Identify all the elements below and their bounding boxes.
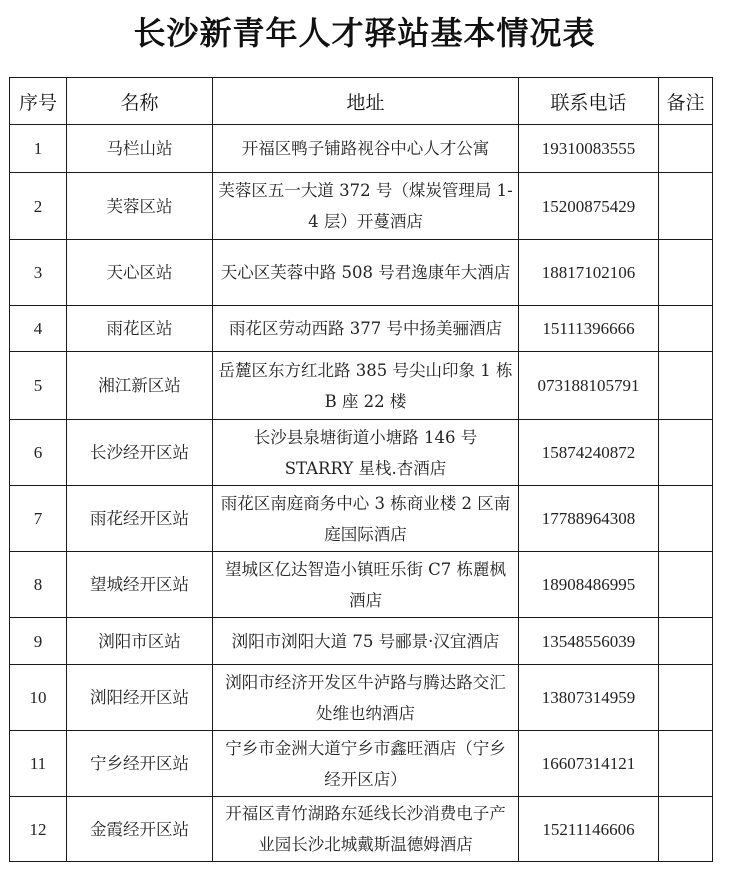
row-address: 岳麓区东方红北路 385 号尖山印象 1 栋 B 座 22 楼 (213, 352, 519, 420)
table-row (10, 240, 713, 306)
row-remarks (659, 420, 713, 486)
row-index: 2 (10, 173, 67, 240)
row-name: 宁乡经开区站 (67, 731, 213, 797)
table-row (10, 618, 713, 665)
row-phone: 16607314121 (519, 731, 659, 797)
row-phone: 15200875429 (519, 173, 659, 240)
row-phone: 073188105791 (519, 352, 659, 420)
header-phone: 联系电话 (519, 78, 659, 125)
row-remarks (659, 125, 713, 173)
row-address: 浏阳市浏阳大道 75 号郦景·汉宜酒店 (213, 618, 519, 665)
row-phone: 13548556039 (519, 618, 659, 665)
row-index: 7 (10, 486, 67, 552)
row-remarks (659, 486, 713, 552)
row-name: 望城经开区站 (67, 552, 213, 618)
row-address: 雨花区南庭商务中心 3 栋商业楼 2 区南庭国际酒店 (213, 486, 519, 552)
row-remarks (659, 731, 713, 797)
table-row (10, 420, 713, 486)
row-remarks (659, 240, 713, 306)
row-name: 雨花经开区站 (67, 486, 213, 552)
row-index: 10 (10, 665, 67, 731)
row-remarks (659, 173, 713, 240)
row-remarks (659, 618, 713, 665)
header-index: 序号 (10, 78, 67, 125)
row-phone: 19310083555 (519, 125, 659, 173)
table-row (10, 665, 713, 731)
row-index: 9 (10, 618, 67, 665)
table-row (10, 125, 713, 173)
page-title: 长沙新青年人才驿站基本情况表 (133, 14, 596, 52)
row-remarks (659, 552, 713, 618)
header-name: 名称 (67, 78, 213, 125)
row-remarks (659, 797, 713, 862)
row-name: 芙蓉区站 (67, 173, 213, 240)
row-index: 11 (10, 731, 67, 797)
row-remarks (659, 665, 713, 731)
row-name: 金霞经开区站 (67, 797, 213, 862)
row-name: 浏阳市区站 (67, 618, 213, 665)
row-address: 天心区芙蓉中路 508 号君逸康年大酒店 (213, 240, 519, 306)
table-row (10, 797, 713, 862)
row-phone: 15111396666 (519, 306, 659, 352)
header-remarks: 备注 (659, 78, 713, 125)
row-phone: 15874240872 (519, 420, 659, 486)
row-index: 5 (10, 352, 67, 420)
row-phone: 15211146606 (519, 797, 659, 862)
table-row (10, 731, 713, 797)
row-index: 8 (10, 552, 67, 618)
row-address: 长沙县泉塘街道小塘路 146 号 STARRY 星栈.杏酒店 (213, 420, 519, 486)
row-address: 浏阳市经济开发区牛泸路与腾达路交汇处维也纳酒店 (213, 665, 519, 731)
table-row (10, 173, 713, 240)
table-row (10, 352, 713, 420)
header-address: 地址 (213, 78, 519, 125)
row-name: 长沙经开区站 (67, 420, 213, 486)
row-name: 浏阳经开区站 (67, 665, 213, 731)
row-name: 雨花区站 (67, 306, 213, 352)
row-index: 3 (10, 240, 67, 306)
table-header-row (10, 78, 713, 125)
table-row (10, 486, 713, 552)
row-phone: 17788964308 (519, 486, 659, 552)
row-address: 雨花区劳动西路 377 号中扬美骊酒店 (213, 306, 519, 352)
row-index: 12 (10, 797, 67, 862)
table-row (10, 306, 713, 352)
row-index: 6 (10, 420, 67, 486)
row-phone: 18908486995 (519, 552, 659, 618)
row-remarks (659, 352, 713, 420)
row-index: 1 (10, 125, 67, 173)
row-address: 宁乡市金洲大道宁乡市鑫旺酒店（宁乡经开区店） (213, 731, 519, 797)
row-name: 天心区站 (67, 240, 213, 306)
table-row (10, 552, 713, 618)
row-phone: 13807314959 (519, 665, 659, 731)
row-remarks (659, 306, 713, 352)
row-phone: 18817102106 (519, 240, 659, 306)
row-name: 湘江新区站 (67, 352, 213, 420)
stations-table (9, 77, 713, 862)
row-name: 马栏山站 (67, 125, 213, 173)
row-address: 望城区亿达智造小镇旺乐街 C7 栋麗枫酒店 (213, 552, 519, 618)
row-index: 4 (10, 306, 67, 352)
row-address: 芙蓉区五一大道 372 号（煤炭管理局 1-4 层）开蔓酒店 (213, 173, 519, 240)
row-address: 开福区青竹湖路东延线长沙消费电子产业园长沙北城戴斯温德姆酒店 (213, 797, 519, 862)
row-address: 开福区鸭子铺路视谷中心人才公寓 (213, 125, 519, 173)
